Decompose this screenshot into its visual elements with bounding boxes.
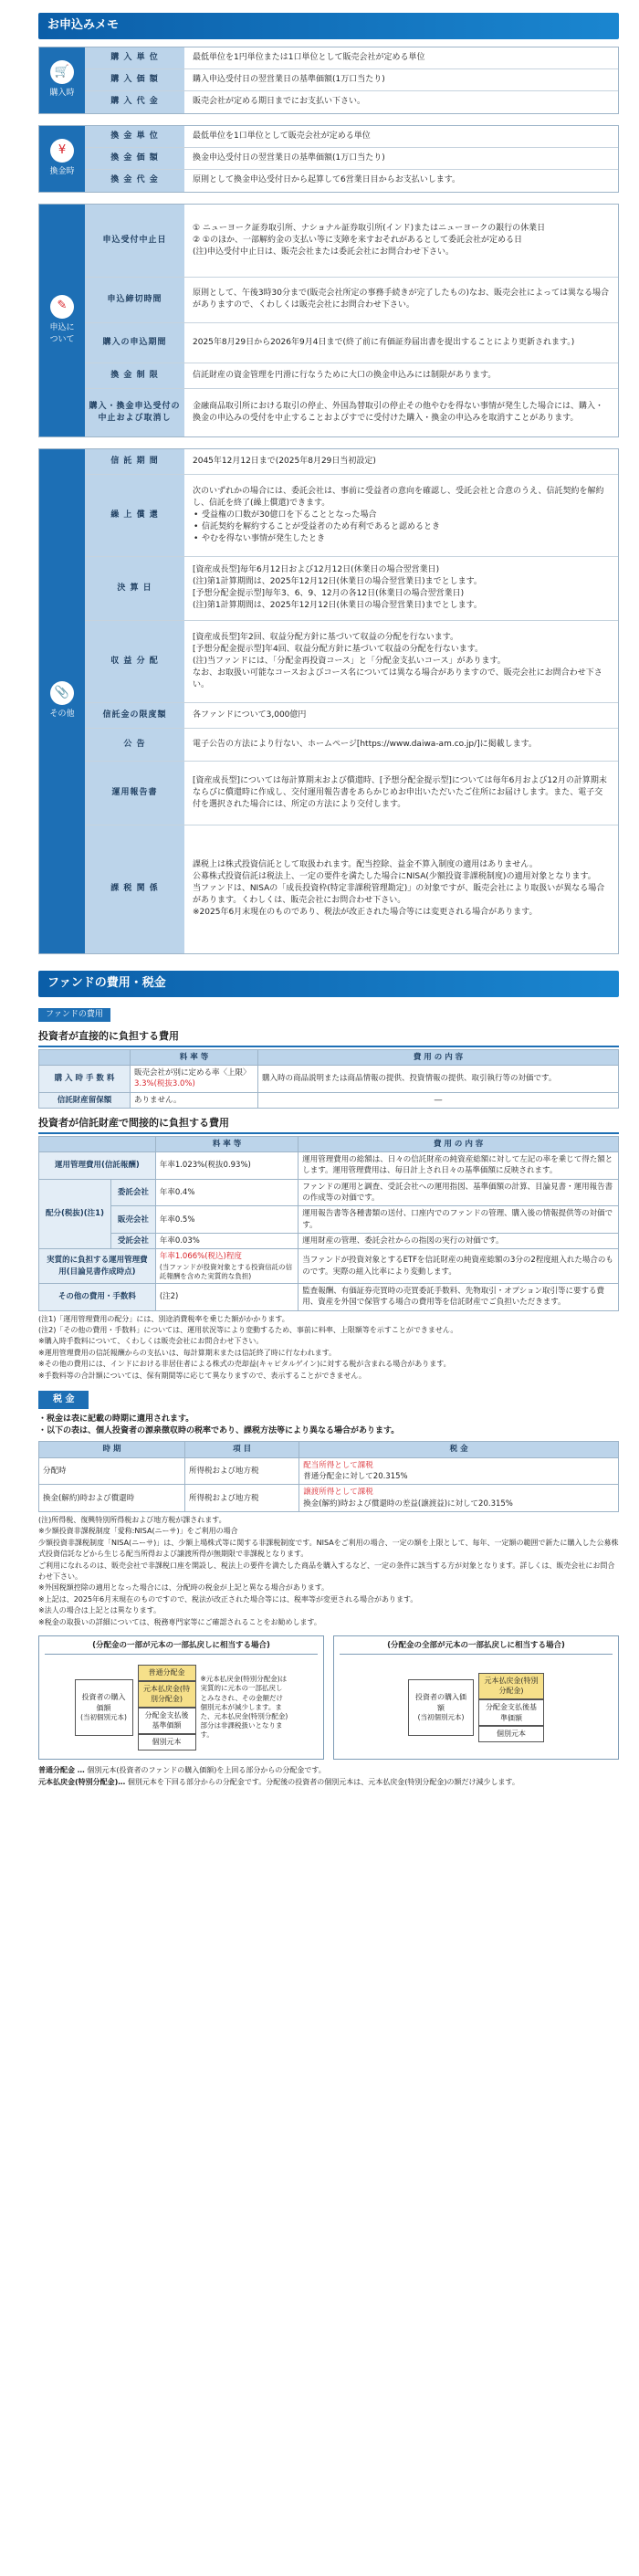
tax-tag: 税 金	[38, 1391, 89, 1410]
tax-col: 税 金	[299, 1442, 619, 1457]
row-value: 販売会社が定める期日までにお支払い下さい。	[193, 97, 366, 107]
memo-row	[85, 703, 618, 729]
memo-row	[85, 278, 618, 323]
value-line: なお、お取扱い可能なコースおよびコース名については異なる場合がありますので、販売会社にお問合わせ下さい。	[193, 668, 602, 689]
effective-label: 実質的に負担する運用管理費用(目論見書作成時点)	[39, 1249, 156, 1284]
mgmt-content: 運用管理費用の総額は、日々の信託財産の純資産総額に対して左記の率を乗じて得た額とします。運用管理費用は、毎日計上され日々の基準価額に反映されます。	[299, 1152, 619, 1180]
table-row	[39, 1249, 619, 1284]
left-return-dist: 元本払戻金(特別分配金)	[138, 1681, 196, 1708]
fee-notes	[38, 1314, 619, 1382]
table-row	[39, 1179, 619, 1206]
right-after-dist: 分配金支払後基準価額	[478, 1699, 544, 1726]
right-buy-price-sub: (当初個別元本)	[417, 1713, 465, 1722]
diagram-explain: ※元本払戻金(特別分配金)は実質的に元本の一部払戻しとみなされ、その金額だけ個別元本が減少します。また、元本払戻金(特別分配金)部分は非課税扱いとなります。	[200, 1675, 288, 1740]
row-label: 運用報告書	[85, 762, 185, 825]
split-rate: 年率0.03%	[155, 1234, 298, 1249]
row-label: 信 託 期 間	[85, 449, 185, 474]
side-label: ついて	[49, 334, 75, 344]
indirect-fee-table	[38, 1136, 619, 1311]
memo-row	[85, 148, 618, 170]
effective-red: 年率1.066%(税込)程度	[159, 1252, 242, 1262]
rows-buy	[85, 47, 618, 113]
sell-icon: ¥	[50, 139, 74, 163]
memo-row	[85, 363, 618, 389]
row-label: 収 益 分 配	[85, 621, 185, 702]
row-label: 購 入 価 額	[85, 69, 185, 90]
early-item: • やむを得ない事情が発生したとき	[193, 533, 611, 545]
tax-col: 項 目	[184, 1442, 299, 1457]
memo-row	[85, 557, 618, 621]
diagram-right-title: (分配金の全部が元本の一部払戻しに相当する場合)	[340, 1640, 613, 1655]
fee-note: ※手数料等の合計額については、保有期間等に応じて異なりますので、表示することができません。	[38, 1371, 366, 1380]
value-line: (注)第1計算期間は、2025年12月12日(休業日の場合翌営業日)までとします。	[193, 577, 482, 587]
diagram-right	[333, 1635, 619, 1760]
buy-fee-rate: 販売会社が別に定める率〈上限〉	[134, 1067, 251, 1078]
tax-col: 時 期	[39, 1442, 185, 1457]
reserve-content: ―	[258, 1092, 619, 1108]
left-buy-price-sub: (当初個別元本)	[80, 1713, 127, 1722]
tax-intro-line: ・以下の表は、個人投資者の源泉徴収時の税率であり、課税方法等により異なる場合があります。	[38, 1426, 400, 1436]
def2-label: 元本払戻金(特別分配金)…	[38, 1777, 126, 1786]
value-line: ② ①のほか、一部解約金の支払い等に支障を来すおそれがあるとして委託会社が定める日	[193, 235, 522, 245]
tax-notes	[38, 1515, 619, 1628]
table-row	[39, 1206, 619, 1234]
hdr-rate: 料 率 等	[155, 1136, 298, 1151]
row-value	[185, 449, 618, 474]
value-line: (注)当ファンドには、「分配金再投資コース」と「分配金支払いコース」があります。	[193, 656, 506, 666]
split-rate: 年率0.5%	[155, 1206, 298, 1234]
effective-rate-text: (当ファンドが投資対象とする投資信託の信託報酬を含めた実質的な負担)	[159, 1262, 293, 1280]
row-label: 申込締切時間	[85, 278, 185, 322]
buy-fee-rate-red: 3.3%(税抜3.0%)	[134, 1079, 195, 1089]
tax-note: ※外国税額控除の適用となった場合には、分配時の税金が上記と異なる場合があります。	[38, 1583, 330, 1593]
tax-rate: 換金(解約)時および償還時の差益(譲渡益)に対して20.315%	[303, 1498, 513, 1509]
tax-row	[39, 1485, 619, 1512]
memo-block-other	[38, 448, 619, 954]
row-value: 換金申込受付日の翌営業日の基準価額(1万口当たり)	[193, 152, 385, 163]
value-line: [資産成長型]については毎計算期末および償還時、[予想分配金提示型]については毎年6月および12月の計算期末ならびに償還時に作成し、交付運用報告書をあらかじめお申出いただいたご住所にお届けします。また、電子交付を選択された場合には、所定の方法により交付します。	[193, 775, 607, 809]
right-indiv: 個別元本	[478, 1726, 544, 1742]
tax-amount	[299, 1457, 619, 1485]
fee-note: ※その他の費用には、インドにおける非居住者による株式の売却益(キャピタルゲイン)に対する税が含まれる場合があります。	[38, 1360, 451, 1369]
memo-row	[85, 475, 618, 557]
value-line: [資産成長型]年2回、収益分配方針に基づいて収益の分配を行ないます。	[193, 632, 459, 642]
value-line: 2025年8月29日から2026年9月4日まで(終了前に有価証券届出書を提出することにより更新されます。)	[193, 337, 575, 347]
value-line: ① ニューヨーク証券取引所、ナショナル証券取引所(インド)またはニューヨークの銀行の休業日	[193, 223, 546, 233]
side-apply	[39, 205, 85, 436]
tax-note: ※法人の場合は上記とは異なります。	[38, 1606, 162, 1615]
row-value	[185, 363, 618, 388]
value-line: 公募株式投資信託は税法上、一定の要件を満たした場合にNISA(少額投資非課税制度)の適用対象となります。	[193, 872, 596, 882]
value-line: 次のいずれかの場合には、委託会社は、事前に受益者の意向を確認し、受託会社と合意のうえ、信託契約を解約し、信託を終了(繰上償還)できます。	[193, 486, 604, 508]
row-label: 換 金 単 位	[85, 126, 185, 147]
direct-title: 投資者が直接的に負担する費用	[38, 1027, 619, 1047]
other-icon: 📎	[50, 681, 74, 705]
row-value	[185, 703, 618, 728]
memo-row	[85, 126, 618, 148]
memo-block-sell	[38, 125, 619, 193]
row-value: 最低単位を1口単位として販売会社が定める単位	[193, 131, 371, 141]
row-label: 課 税 関 係	[85, 825, 185, 953]
row-value	[185, 557, 618, 620]
row-value	[185, 825, 618, 953]
fee-note: ※購入時手数料について、くわしくは販売会社にお問合わせ下さい。	[38, 1337, 264, 1346]
rows-other	[85, 449, 618, 953]
memo-row	[85, 389, 618, 436]
row-label: 購 入 単 位	[85, 47, 185, 68]
rows-sell	[85, 126, 618, 192]
side-label: 購入時	[49, 89, 75, 99]
tax-note: ご利用になれるのは、販売会社で非課税口座を開設し、税法上の要件を満たした商品を購入するなど、一定の条件に該当する方が対象となります。詳しくは、販売会社にお問合わせ下さい。	[38, 1561, 615, 1581]
value-line: [資産成長型]毎年6月12日および12月12日(休業日の場合翌営業日)	[193, 565, 440, 575]
row-value	[185, 621, 618, 702]
memo-row	[85, 91, 618, 113]
left-indiv: 個別元本	[138, 1734, 196, 1751]
def2: 個別元本を下回る部分からの分配金です。分配後の投資者の個別元本は、元本払戻金(特別分配金)の額だけ減少します。	[127, 1777, 519, 1786]
row-label: 購入・換金申込受付の中止および取消し	[85, 389, 185, 436]
value-line: (注)申込受付中止日は、販売会社または委託会社にお問合わせ下さい。	[193, 247, 455, 257]
tax-note: 少額投資非課税制度「NISA(ニーサ)」は、少額上場株式等に関する非課税制度です。NISAをご利用の場合、一定の額を上限として、毎年、一定額の範囲で新たに購入した公募株式投資信託などから生じる配当所得および譲渡所得が無期限で非課税となります。	[38, 1538, 619, 1559]
tax-when: 分配時	[39, 1457, 185, 1485]
early-item: • 受益権の口数が30億口を下ることとなった場合	[193, 510, 611, 521]
diagram-defs	[38, 1765, 619, 1788]
side-label: その他	[49, 710, 75, 720]
table-row	[39, 1152, 619, 1180]
row-label: 購 入 代 金	[85, 91, 185, 113]
tax-header	[39, 1442, 619, 1457]
diagram-left-title: (分配金の一部が元本の一部払戻しに相当する場合)	[45, 1640, 318, 1655]
hdr-content: 費 用 の 内 容	[299, 1136, 619, 1151]
other-fee-label: その他の費用・手数料	[39, 1283, 156, 1310]
split-content: 運用報告書等各種書類の送付、口座内でのファンドの管理、購入後の情報提供等の対価です。	[299, 1206, 619, 1234]
side-buy	[39, 47, 85, 113]
tax-when: 換金(解約)時および償還時	[39, 1485, 185, 1512]
indirect-title: 投資者が信託財産で間接的に負担する費用	[38, 1114, 619, 1134]
diagram-left	[38, 1635, 324, 1760]
tax-type: 譲渡所得として課税	[303, 1488, 373, 1498]
row-label: 換 金 代 金	[85, 170, 185, 192]
fee-note: (注1)「運用管理費用の配分」には、別途消費税率を乗じた額がかかります。	[38, 1314, 289, 1323]
row-value	[185, 389, 618, 436]
left-after-dist: 分配金支払後基準価額	[138, 1708, 196, 1734]
apply-icon: ✎	[50, 295, 74, 319]
split-label: 配分(税抜)(注1)	[39, 1179, 111, 1249]
value-line: 当ファンドは、NISAの「成長投資枠(特定非課税管理勘定)」の対象ですが、販売会社により取扱いが異なる場合があります。くわしくは、販売会社にお問合わせ下さい。	[193, 884, 605, 906]
row-label: 決 算 日	[85, 557, 185, 620]
value-line: 各ファンドについて3,000億円	[193, 710, 307, 720]
row-label: 繰 上 償 還	[85, 475, 185, 556]
tax-rate: 普通分配金に対して20.315%	[303, 1472, 408, 1482]
left-normal-dist: 普通分配金	[138, 1665, 196, 1681]
buy-fee-label: 購 入 時 手 数 料	[39, 1065, 131, 1092]
row-label: 公 告	[85, 729, 185, 761]
row-label: 購入の申込期間	[85, 323, 185, 363]
hdr-blank	[39, 1136, 156, 1151]
memo-row	[85, 621, 618, 703]
table-row	[39, 1234, 619, 1249]
row-label: 換 金 制 限	[85, 363, 185, 388]
table-row	[39, 1283, 619, 1310]
tax-note: (注)所得税、復興特別所得税および地方税が課されます。	[38, 1516, 226, 1525]
memo-block-apply	[38, 204, 619, 437]
tax-row	[39, 1457, 619, 1485]
split-party: 販売会社	[110, 1206, 155, 1234]
split-rate: 年率0.4%	[155, 1179, 298, 1206]
fee-note: (注2)「その他の費用・手数料」については、運用状況等により変動するため、事前に料率、上限額等を示すことができません。	[38, 1325, 458, 1334]
tax-amount	[299, 1485, 619, 1512]
early-item: • 信託契約を解約することが受益者のため有利であると認めるとき	[193, 521, 611, 533]
side-sell	[39, 126, 85, 192]
memo-row	[85, 449, 618, 475]
tax-item: 所得税および地方税	[184, 1457, 299, 1485]
right-return-dist: 元本払戻金(特別分配金)	[478, 1673, 544, 1699]
row-value	[185, 729, 618, 761]
memo-header: お申込みメモ	[38, 13, 619, 39]
def1-label: 普通分配金 …	[38, 1766, 85, 1775]
tax-note: ※税金の取扱いの詳細については、税務専門家等にご確認されることをお勧めします。	[38, 1617, 321, 1626]
side-label: 換金時	[49, 167, 75, 177]
fees-header: ファンドの費用・税金	[38, 971, 619, 997]
memo-block-buy	[38, 47, 619, 114]
tax-note: ※上記は、2025年6月末現在のものですので、税法が改正された場合等には、税率等が変更される場合があります。	[38, 1594, 418, 1603]
row-value: 購入申込受付日の翌営業日の基準価額(1万口当たり)	[193, 74, 385, 84]
tax-intro	[38, 1414, 619, 1437]
effective-rate	[155, 1249, 298, 1284]
memo-row	[85, 69, 618, 91]
col-content: 費 用 の 内 容	[258, 1049, 619, 1065]
other-fee-rate: (注2)	[155, 1283, 298, 1310]
value-line: 原則として、午後3時30分まで(販売会社所定の事務手続きが完了したもの)なお、販売会社によっては異なる場合がありますので、くわしくは販売会社にお問合わせ下さい。	[193, 289, 610, 310]
fees-tag: ファンドの費用	[38, 1008, 110, 1022]
distribution-diagram	[38, 1635, 619, 1760]
memo-blocks	[38, 47, 619, 954]
memo-row	[85, 47, 618, 69]
col-rate: 料 率 等	[131, 1049, 258, 1065]
row-value	[185, 205, 618, 277]
direct-fee-table	[38, 1049, 619, 1109]
tax-intro-line: ・税金は表に記載の時期に適用されます。	[38, 1414, 194, 1425]
left-buy-price: 投資者の購入価額	[81, 1693, 126, 1712]
row-value	[185, 278, 618, 322]
reserve-label: 信託財産留保額	[39, 1092, 131, 1108]
tax-table	[38, 1441, 619, 1512]
buy-icon: 🛒	[50, 60, 74, 84]
split-content: ファンドの運用と調査、受託会社への運用指図、基準価額の計算、目論見書・運用報告書の作成等の対価です。	[299, 1179, 619, 1206]
mgmt-label: 運用管理費用(信託報酬)	[39, 1152, 156, 1180]
side-other	[39, 449, 85, 953]
value-line: (注)第1計算期間は、2025年12月12日(休業日の場合翌営業日)までとします。	[193, 601, 482, 611]
row-value	[185, 762, 618, 825]
value-line: [予想分配金提示型]年4回、収益分配方針に基づいて収益の分配を行ないます。	[193, 644, 484, 654]
memo-row	[85, 762, 618, 825]
row-label: 信託金の限度額	[85, 703, 185, 728]
effective-content: 当ファンドが投資対象とするETFを信託財産の純資産総額の3分の2程度組入れた場合のものです。実際の組入比率により変動します。	[299, 1249, 619, 1284]
row-label: 換 金 価 額	[85, 148, 185, 169]
header-row	[39, 1136, 619, 1151]
reserve-rate: ありません。	[131, 1092, 258, 1108]
value-line: ※2025年6月末現在のものであり、税法が改正された場合等には変更される場合があります。	[193, 908, 538, 918]
row-value: 原則として換金申込受付日から起算して6営業日目からお支払いします。	[193, 175, 461, 185]
row-label: 申込受付中止日	[85, 205, 185, 277]
memo-row	[85, 170, 618, 192]
row-value	[185, 475, 618, 556]
memo-row	[85, 205, 618, 278]
row-value: 最低単位を1円単位または1口単位として販売会社が定める単位	[193, 52, 425, 62]
split-party: 委託会社	[110, 1179, 155, 1206]
split-content: 運用財産の管理、委託会社からの指図の実行の対価です。	[299, 1234, 619, 1249]
row-value	[185, 323, 618, 363]
fee-note: ※運用管理費用の信託報酬からの支払いは、毎計算期末または信託終了時に行なわれます。	[38, 1348, 337, 1357]
buy-fee-content: 購入時の商品説明または商品情報の提供、投資情報の提供、取引執行等の対価です。	[258, 1065, 619, 1092]
split-party: 受託会社	[110, 1234, 155, 1249]
tax-type: 配当所得として課税	[303, 1460, 373, 1470]
memo-row	[85, 729, 618, 762]
memo-row	[85, 323, 618, 363]
def1: 個別元本(投資者のファンドの購入価額)を上回る部分からの分配金です。	[87, 1766, 326, 1775]
mgmt-rate: 年率1.023%(税抜0.93%)	[155, 1152, 298, 1180]
right-buy-price: 投資者の購入価額	[415, 1693, 466, 1712]
tax-note: ※少額投資非課税制度「愛称:NISA(ニーサ)」をご利用の場合	[38, 1527, 238, 1536]
tax-item: 所得税および地方税	[184, 1485, 299, 1512]
rows-apply	[85, 205, 618, 436]
value-line: 金融商品取引所における取引の停止、外国為替取引の停止その他やむを得ない事情が発生した場合には、購入・換金の申込みの受付を中止することおよびすでに受付けた購入・換金の申込みを取消すことがあります。	[193, 401, 604, 423]
other-fee-content: 監査報酬、有価証券売買時の売買委託手数料、先物取引・オプション取引等に要する費用、資産を外国で保管する場合の費用等を信託財産でご負担いただきます。	[299, 1283, 619, 1310]
value-line: 課税上は株式投資信託として取扱われます。配当控除、益金不算入制度の適用はありません。	[193, 860, 538, 870]
value-line: 2045年12月12日まで(2025年8月29日当初設定)	[193, 456, 376, 466]
value-line: [予想分配金提示型]毎年3、6、9、12月の各12日(休業日の場合翌営業日)	[193, 589, 465, 599]
value-line: 信託財産の資金管理を円滑に行なうために大口の換金申込みには制限があります。	[193, 370, 497, 380]
memo-row	[85, 825, 618, 953]
side-label: 申込に	[49, 322, 75, 332]
value-line: 電子公告の方法により行ない、ホームページ[https://www.daiwa-am.co.jp/]に掲載します。	[193, 739, 537, 749]
